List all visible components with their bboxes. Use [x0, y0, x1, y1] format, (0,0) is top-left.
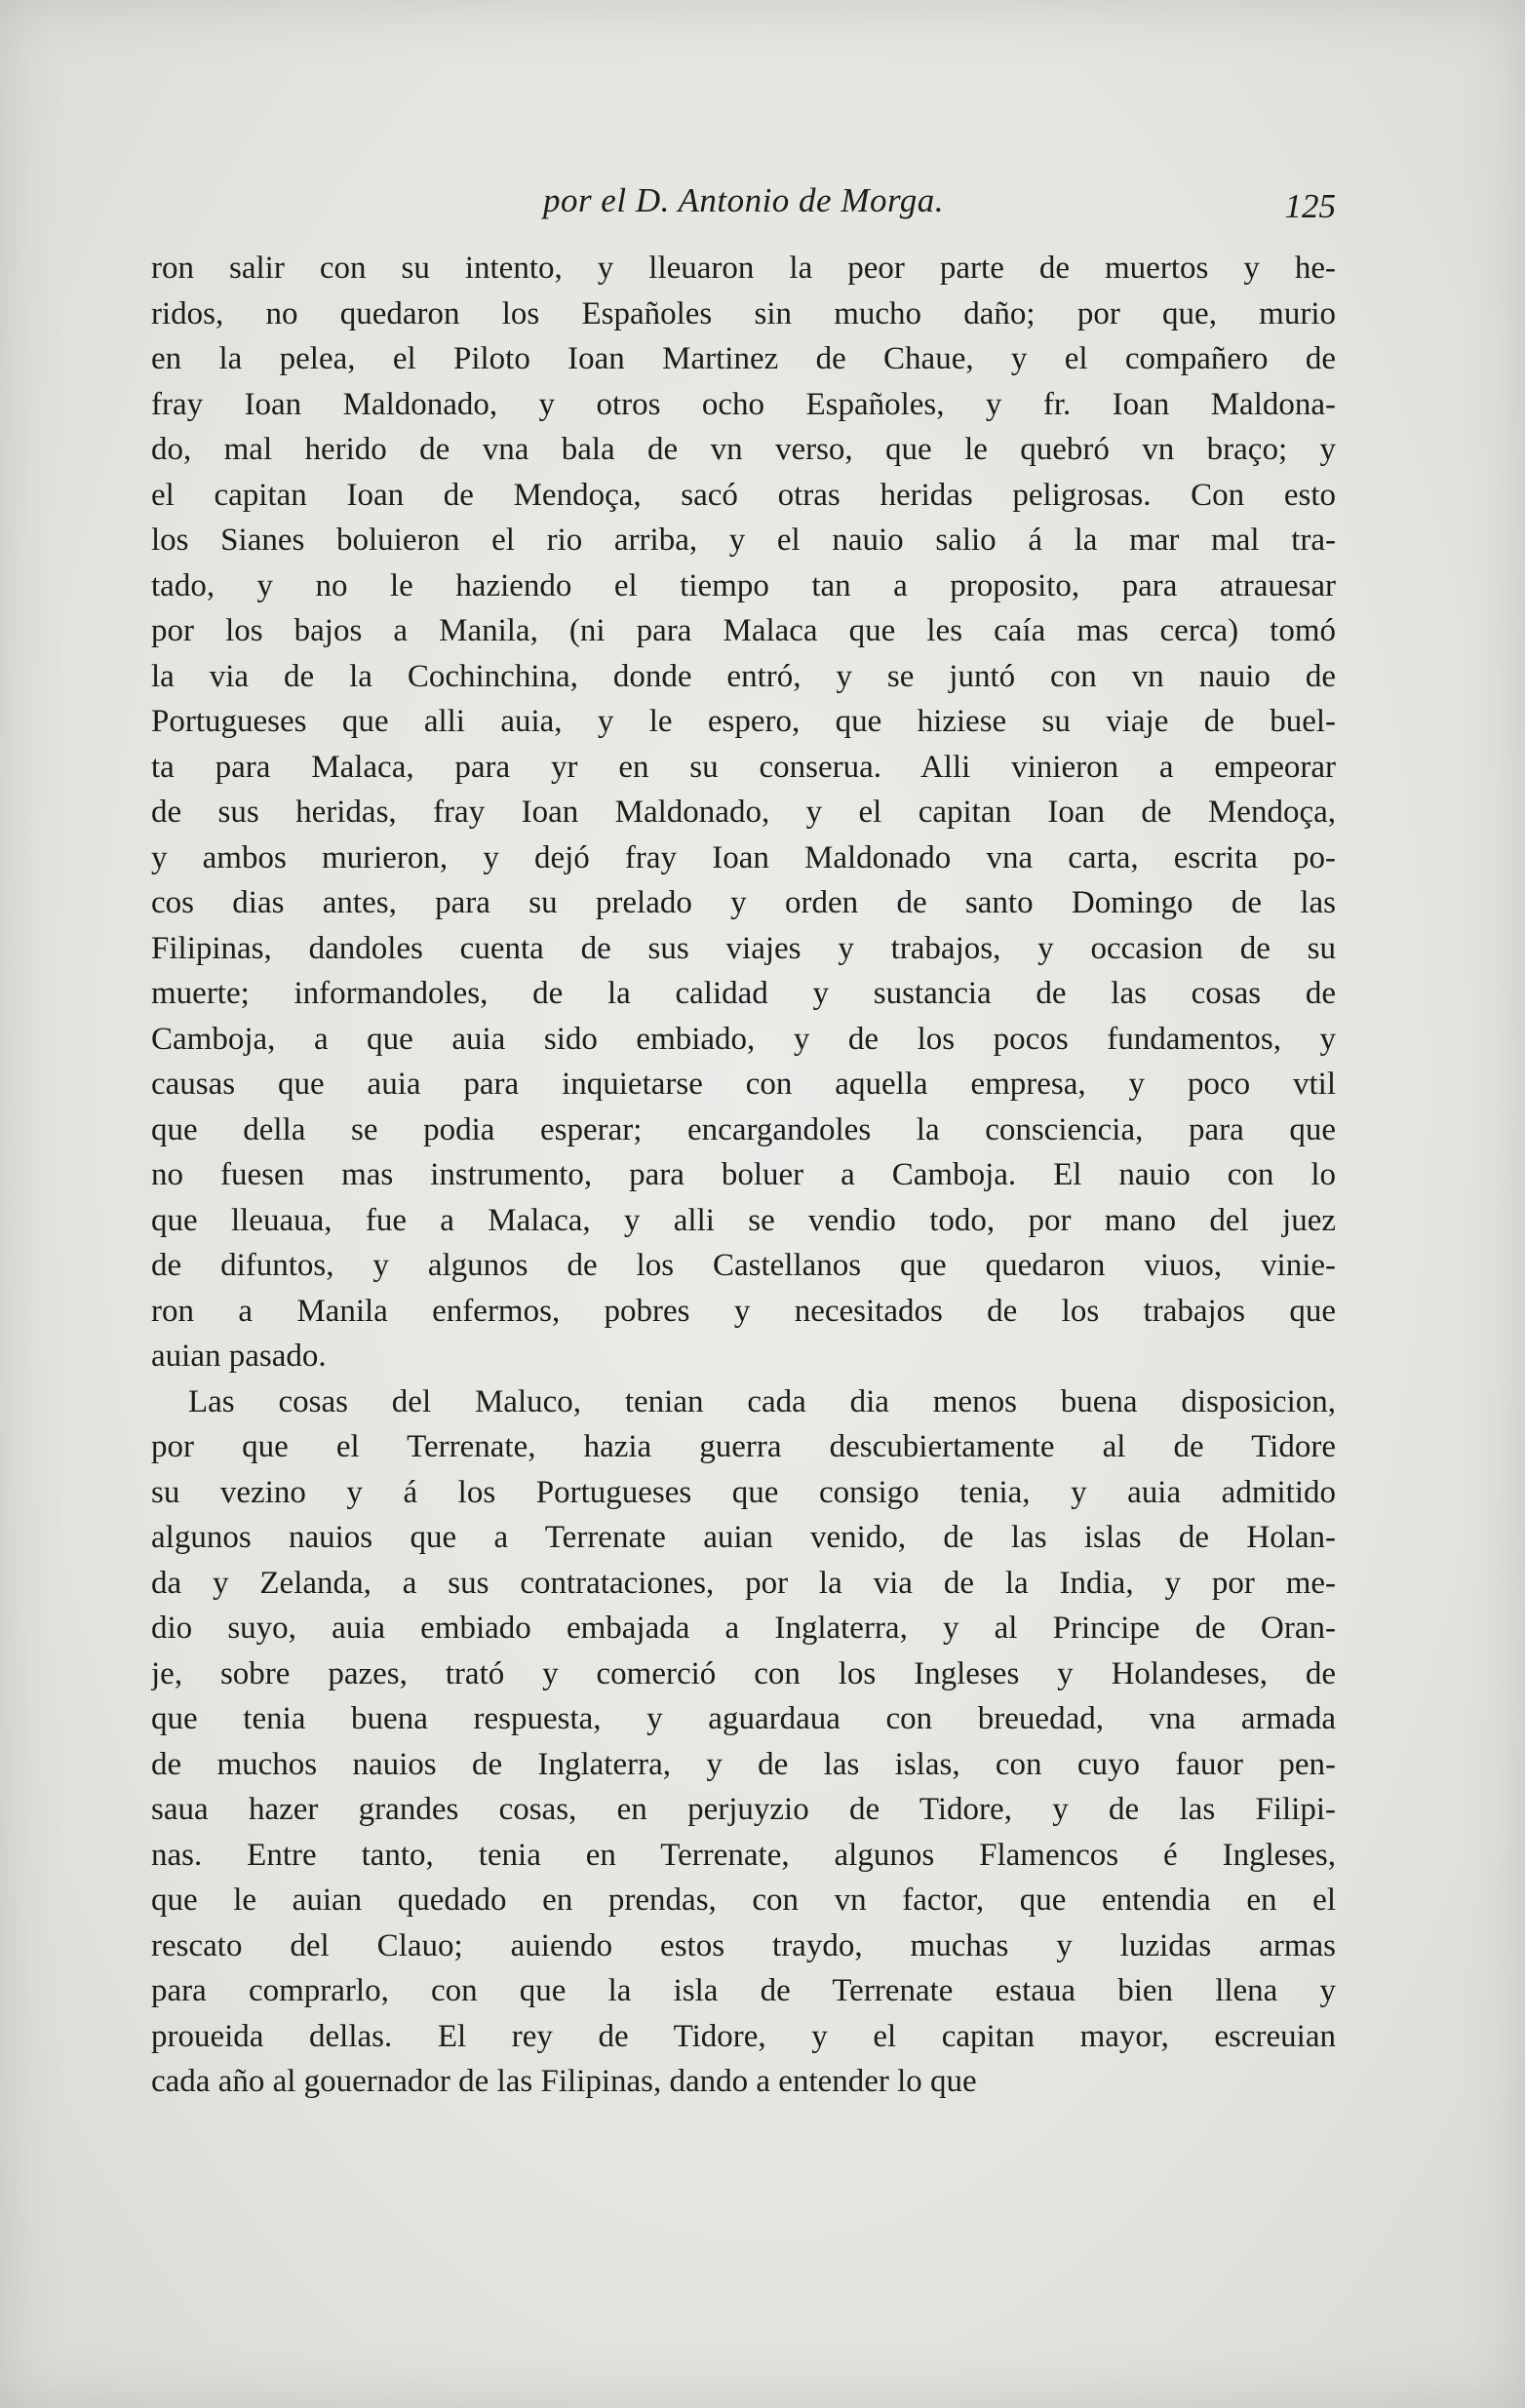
text-line: Filipinas, dandoles cuenta de sus viajes y trabajos, y occasion de su — [151, 930, 1336, 966]
text-line: ron salir con su intento, y lleuaron la peor parte de muertos y he- — [151, 251, 1336, 286]
paragraph — [151, 246, 1336, 1379]
text-line: ron a Manila enfermos, pobres y necesitados de los trabajos que — [151, 1293, 1336, 1329]
text-line: da y Zelanda, a sus contrataciones, por la via de la India, y por me- — [151, 1565, 1336, 1601]
paragraph — [151, 1379, 1336, 2105]
text-line: su vezino y á los Portugueses que consigo tenia, y auia admitido — [151, 1474, 1336, 1510]
text-line: dio suyo, auia embiado embajada a Inglaterra, y al Principe de Oran- — [151, 1611, 1336, 1646]
text-line: cos dias antes, para su prelado y orden de santo Domingo de las — [151, 885, 1336, 920]
text-line: ta para Malaca, para yr en su conserua. Alli vinieron a empeorar — [151, 749, 1336, 785]
running-header-title: por el D. Antonio de Morga. — [542, 181, 945, 219]
text-line: que tenia buena respuesta, y aguardaua con breuedad, vna armada — [151, 1701, 1336, 1736]
text-line: proueida dellas. El rey de Tidore, y el capitan mayor, escreuian — [151, 2018, 1336, 2054]
running-header — [151, 181, 1336, 230]
text-line: causas que auia para inquietarse con aquella empresa, y poco vtil — [151, 1067, 1336, 1102]
text-line: algunos nauios que a Terrenate auian venido, de las islas de Holan- — [151, 1520, 1336, 1555]
text-line: y ambos murieron, y dejó fray Ioan Maldonado vna carta, escrita po- — [151, 839, 1336, 875]
text-line: que le auian quedado en prendas, con vn factor, que entendia en el — [151, 1883, 1336, 1918]
text-line: los Sianes boluieron el rio arriba, y el nauio salio á la mar mal tra- — [151, 523, 1336, 558]
text-line: fray Ioan Maldonado, y otros ocho Españoles, y fr. Ioan Maldona- — [151, 386, 1336, 422]
text-line: auian pasado. — [151, 1339, 327, 1374]
text-line: para comprarlo, con que la isla de Terrenate estaua bien llena y — [151, 1973, 1336, 2008]
text-line: nas. Entre tanto, tenia en Terrenate, algunos Flamencos é Ingleses, — [151, 1837, 1336, 1873]
text-line: el capitan Ioan de Mendoça, sacó otras heridas peligrosas. Con esto — [151, 477, 1336, 513]
text-line: Portugueses que alli auia, y le espero, que hiziese su viaje de buel- — [151, 704, 1336, 739]
text-line: en la pelea, el Piloto Ioan Martinez de Chaue, y el compañero de — [151, 341, 1336, 376]
text-line: de muchos nauios de Inglaterra, y de las islas, con cuyo fauor pen- — [151, 1746, 1336, 1782]
text-line: saua hazer grandes cosas, en perjuyzio de Tidore, y de las Filipi- — [151, 1792, 1336, 1827]
text-line: que lleuaua, fue a Malaca, y alli se vendio todo, por mano del juez — [151, 1202, 1336, 1238]
text-line: no fuesen mas instrumento, para boluer a Camboja. El nauio con lo — [151, 1157, 1336, 1192]
text-line: tado, y no le haziendo el tiempo tan a proposito, para atrauesar — [151, 567, 1336, 603]
text-line: que della se podia esperar; encargandoles la consciencia, para que — [151, 1111, 1336, 1147]
text-line: cada año al gouernador de las Filipinas, dando a entender lo que — [151, 2064, 977, 2099]
page-number: 125 — [1284, 187, 1336, 225]
text-line: de sus heridas, fray Ioan Maldonado, y el capitan Ioan de Mendoça, — [151, 795, 1336, 830]
text-line: por que el Terrenate, hazia guerra descubiertamente al de Tidore — [151, 1429, 1336, 1464]
text-line: ridos, no quedaron los Españoles sin mucho daño; por que, murio — [151, 295, 1336, 331]
body-text — [151, 246, 1336, 2105]
text-line: de difuntos, y algunos de los Castellanos que quedaron viuos, vinie- — [151, 1248, 1336, 1283]
text-line: je, sobre pazes, trató y comerció con los Ingleses y Holandeses, de — [151, 1655, 1336, 1691]
text-line: do, mal herido de vna bala de vn verso, que le quebró vn braço; y — [151, 432, 1336, 467]
text-line: la via de la Cochinchina, donde entró, y se juntó con vn nauio de — [151, 658, 1336, 694]
text-line: Camboja, a que auia sido embiado, y de los pocos fundamentos, y — [151, 1021, 1336, 1057]
text-line: por los bajos a Manila, (ni para Malaca que les caía mas cerca) tomó — [151, 613, 1336, 648]
text-line: Las cosas del Maluco, tenian cada dia menos buena disposicion, — [188, 1383, 1336, 1419]
text-line: rescato del Clauo; auiendo estos traydo, muchas y luzidas armas — [151, 1927, 1336, 1963]
text-line: muerte; informandoles, de la calidad y sustancia de las cosas de — [151, 976, 1336, 1011]
